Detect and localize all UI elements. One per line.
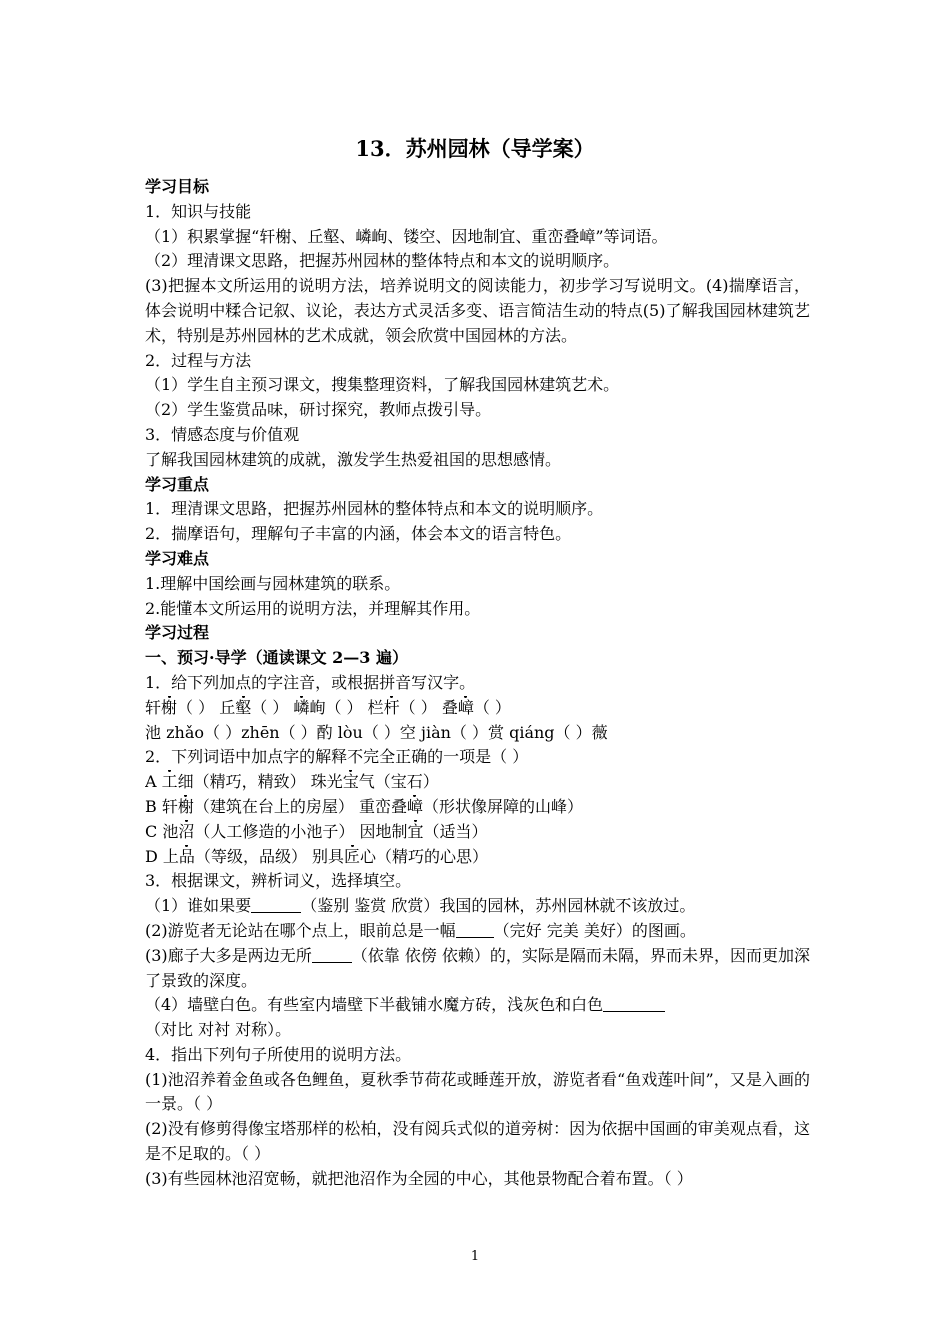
question-2-option-a: A 工细（精巧，精致） 珠光宝气（宝石） (145, 770, 810, 795)
dotted-char: 工 (162, 770, 178, 795)
goals-item-3: 3．情感态度与价值观 (145, 424, 300, 444)
goals-item-1-2: （2）理清课文思路，把握苏州园林的整体特点和本文的说明顺序。 (145, 251, 620, 271)
document-body (145, 175, 810, 1192)
dotted-char: 嶂 (458, 696, 474, 721)
answer-blank[interactable] (603, 995, 665, 1012)
question-3-item-4-options: （对比 对衬 对称）。 (145, 1020, 292, 1040)
dotted-char: 宜 (407, 820, 423, 845)
focus-item-1: 1．理清课文思路，把握苏州园林的整体特点和本文的说明顺序。 (145, 499, 604, 519)
question-1-row-2: 池 zhǎo（ ）zhēn（ ）酌 lòu（ ）空 jiàn（ ）赏 qiáng（ ）薇 (145, 722, 608, 742)
question-2-option-b: B 轩榭（建筑在台上的房屋） 重峦叠嶂（形状像屏障的山峰） (145, 795, 810, 820)
difficulty-item-1: 1.理解中国绘画与园林建筑的联系。 (145, 573, 401, 593)
answer-blank[interactable] (312, 946, 352, 963)
question-4-item-1: (1)池沼养着金鱼或各色鲤鱼，夏秋季节荷花或睡莲开放，游览者看“鱼戏莲叶间”，又是入画的一景。（ ） (145, 1069, 810, 1114)
focus-item-2: 2．揣摩语句，理解句子丰富的内涵，体会本文的语言特色。 (145, 524, 572, 544)
question-1-row-1: 轩榭（ ） 丘壑（ ） 嶙峋（ ） 栏杆（ ） 叠嶂（ ） (145, 696, 810, 721)
question-4: 4．指出下列句子所使用的说明方法。 (145, 1044, 412, 1064)
question-2-option-c: C 池沼（人工修造的小池子） 因地制宜（适当） (145, 820, 810, 845)
goals-item-1-1: （1）积累掌握“轩榭、丘壑、嶙峋、镂空、因地制宜、重峦叠嶂”等词语。 (145, 226, 668, 246)
question-3-item-3: (3)廊子大多是两边无所 （依靠 依傍 依赖）的，实际是隔而未隔，界而未界，因而更加深了景致的深度。 (145, 945, 810, 990)
question-3: 3．根据课文，辨析词义，选择填空。 (145, 871, 412, 891)
dotted-char: 榭 (161, 696, 177, 721)
focus-heading: 学习重点 (145, 474, 210, 494)
dotted-char: 榭 (178, 795, 194, 820)
question-3-item-1: （1）谁如果要 （鉴别 鉴赏 欣赏）我国的园林，苏州园林就不该放过。 (145, 896, 696, 916)
goals-item-3-1: 了解我国园林建筑的成就，激发学生热爱祖国的思想感情。 (145, 449, 562, 469)
question-4-item-2: (2)没有修剪得像宝塔那样的松柏，没有阅兵式似的道旁树：因为依据中国画的审美观点看，这是不足取的。（ ） (145, 1119, 810, 1164)
question-4-item-3: (3)有些园林池沼宽畅，就把池沼作为全园的中心，其他景物配合着布置。（ ） (145, 1168, 693, 1188)
dotted-char: 沼 (178, 820, 194, 845)
dotted-char: 品 (179, 845, 195, 870)
dotted-char: 宝 (343, 770, 359, 795)
question-3-item-2: (2)游览者无论站在哪个点上，眼前总是一幅 （完好 完美 美好）的图画。 (145, 920, 696, 940)
goals-item-2-1: （1）学生自主预习课文，搜集整理资料，了解我国园林建筑艺术。 (145, 375, 620, 395)
dotted-char: 匠 (344, 845, 360, 870)
goals-item-2-2: （2）学生鉴赏品味，研讨探究，教师点拨引导。 (145, 400, 492, 420)
difficulty-heading: 学习难点 (145, 548, 210, 568)
process-heading: 学习过程 (145, 623, 210, 643)
question-3-item-4: （4）墙壁白色。有些室内墙壁下半截铺水魔方砖，浅灰色和白色 (145, 993, 810, 1018)
goals-item-2: 2．过程与方法 (145, 350, 252, 370)
answer-blank[interactable] (456, 921, 494, 938)
question-1: 1．给下列加点的字注音，或根据拼音写汉字。 (145, 672, 476, 692)
goals-heading: 学习目标 (145, 177, 210, 196)
dotted-char: 壑 (235, 696, 251, 721)
question-2-option-d: D 上品（等级，品级） 别具匠心（精巧的心思） (145, 845, 810, 870)
question-2: 2．下列词语中加点字的解释不完全正确的一项是（ ） (145, 747, 529, 767)
process-part-1: 一、预习·导学（通读课文 2—3 遍） (145, 648, 408, 668)
page-number: 1 (470, 1249, 480, 1264)
dotted-char: 嶙 (293, 696, 309, 721)
document-title: 13．苏州园林（导学案） (355, 136, 595, 161)
difficulty-item-2: 2.能懂本文所运用的说明方法，并理解其作用。 (145, 598, 481, 618)
dotted-char: 杆 (384, 696, 400, 721)
dotted-char: 嶂 (407, 795, 423, 820)
answer-blank[interactable] (251, 896, 301, 913)
goals-item-1: 1．知识与技能 (145, 201, 252, 221)
goals-item-1-3: (3)把握本文所运用的说明方法，培养说明文的阅读能力，初步学习写说明文。(4)揣摩语言，体会说明中糅合记叙、议论，表达方式灵活多变、语言简洁生动的特点(5)了解我国园林建筑艺术，特别是苏州园林的艺术成就，领会欣赏中国园林的方法。 (145, 276, 810, 345)
